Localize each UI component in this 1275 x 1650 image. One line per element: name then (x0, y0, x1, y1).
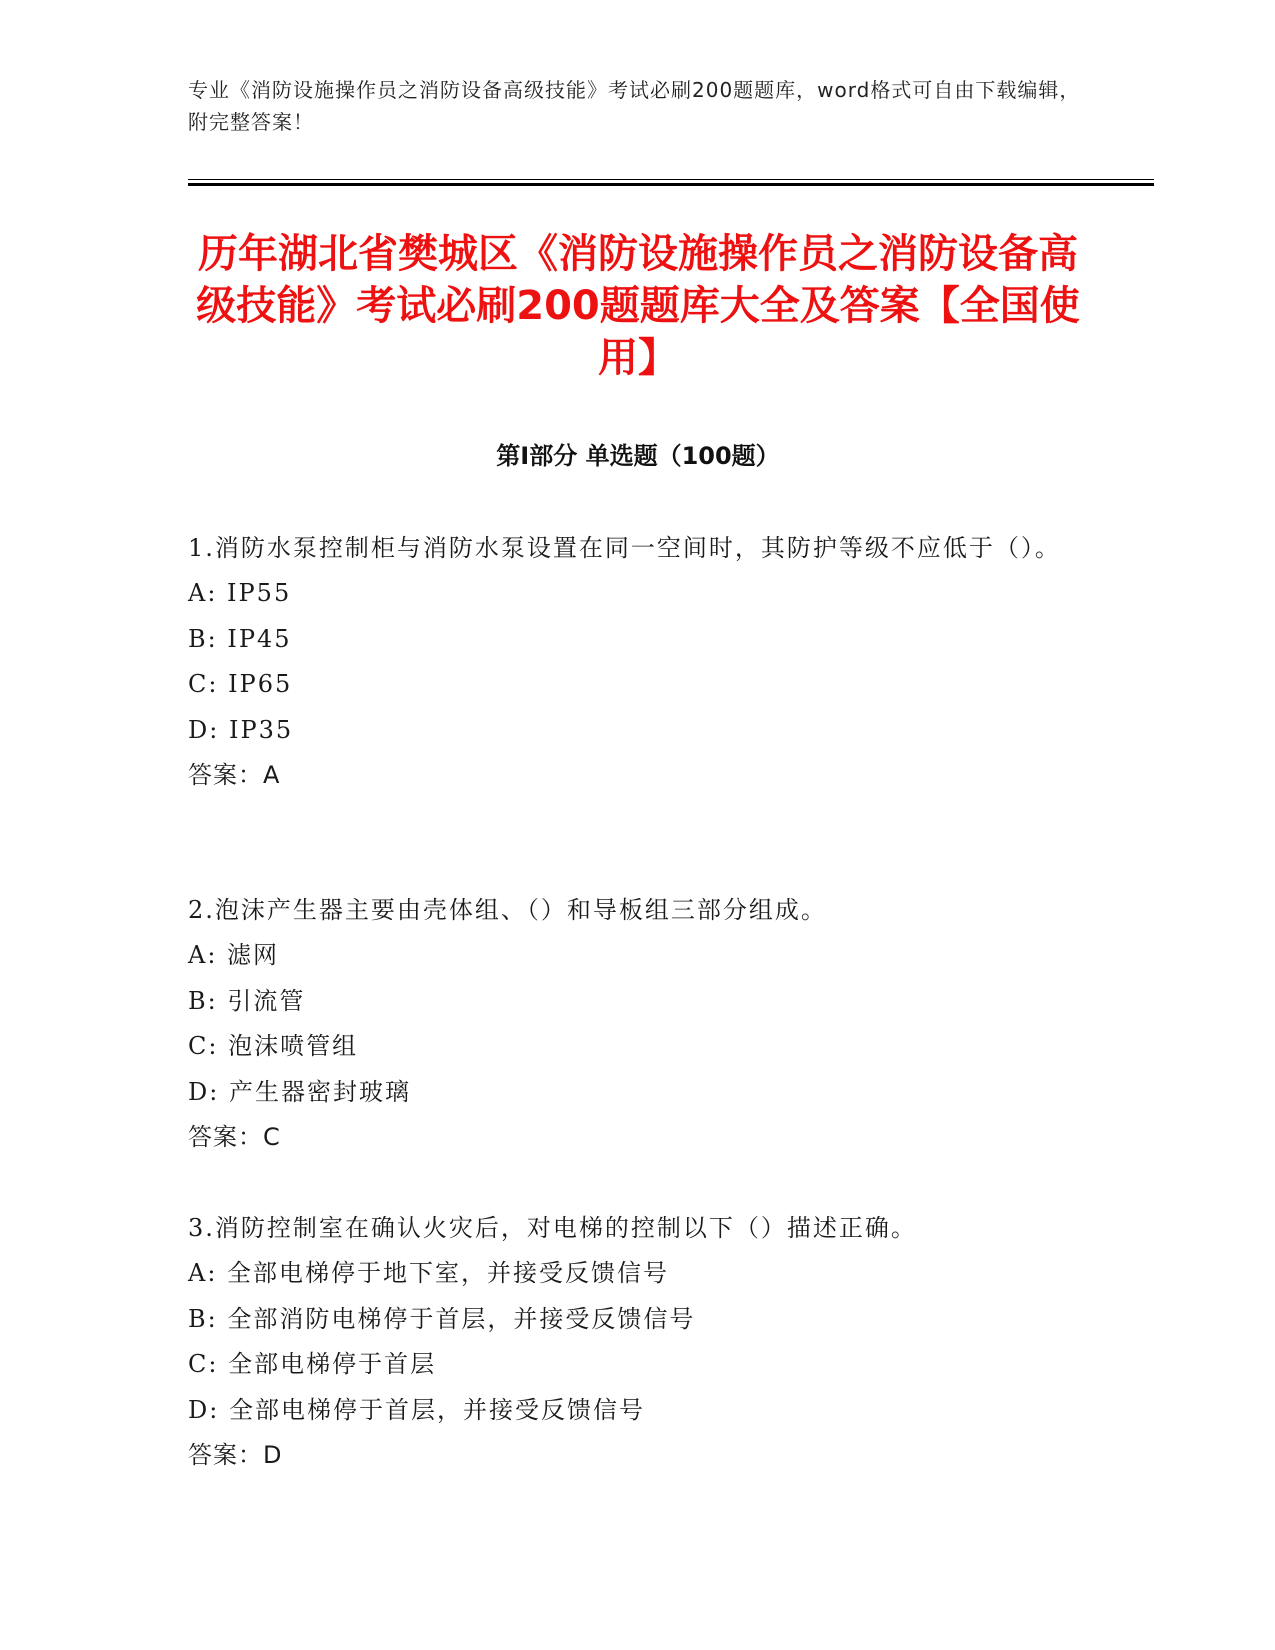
option-d: D: 产生器密封玻璃 (188, 1077, 411, 1106)
option-c: C: 全部电梯停于首层 (188, 1350, 437, 1378)
option-d: D: 全部电梯停于首层，并接受反馈信号 (188, 1395, 645, 1424)
option-c: C: IP65 (188, 670, 293, 698)
document-title: 历年湖北省樊城区《消防设施操作员之消防设备高级技能》考试必刷200题题库大全及答案【全国使用】 (196, 231, 1080, 381)
option-a: A: IP55 (188, 579, 292, 607)
option-b: B: IP45 (188, 624, 292, 653)
answer: 答案：A (188, 761, 281, 789)
option-d: D: IP35 (188, 715, 294, 744)
header-divider-thin (188, 179, 1154, 180)
header-divider-thick (188, 183, 1154, 186)
question-stem: 3.消防控制室在确认火灾后，对电梯的控制以下（）描述正确。 (188, 1214, 917, 1242)
question-3 (188, 1205, 1088, 1479)
option-a: A: 滤网 (188, 941, 280, 969)
question-2 (188, 887, 1088, 1161)
option-a: A: 全部电梯停于地下室，并接受反馈信号 (188, 1259, 670, 1287)
option-b: B: 全部消防电梯停于首层，并接受反馈信号 (188, 1304, 696, 1333)
header-note: 专业《消防设施操作员之消防设备高级技能》考试必刷200题题库，word格式可自由下载编辑，附完整答案！ (188, 78, 1081, 134)
answer: 答案：D (188, 1441, 283, 1469)
section-title: 第Ⅰ部分 单选题（100题） (496, 442, 780, 470)
question-stem: 2.泡沫产生器主要由壳体组、（）和导板组三部分组成。 (188, 896, 827, 924)
option-b: B: 引流管 (188, 986, 306, 1015)
question-1 (188, 525, 1088, 799)
question-stem: 1.消防水泵控制柜与消防水泵设置在同一空间时，其防护等级不应低于（）。 (188, 534, 1061, 562)
answer: 答案：C (188, 1123, 281, 1151)
option-c: C: 泡沫喷管组 (188, 1032, 359, 1060)
